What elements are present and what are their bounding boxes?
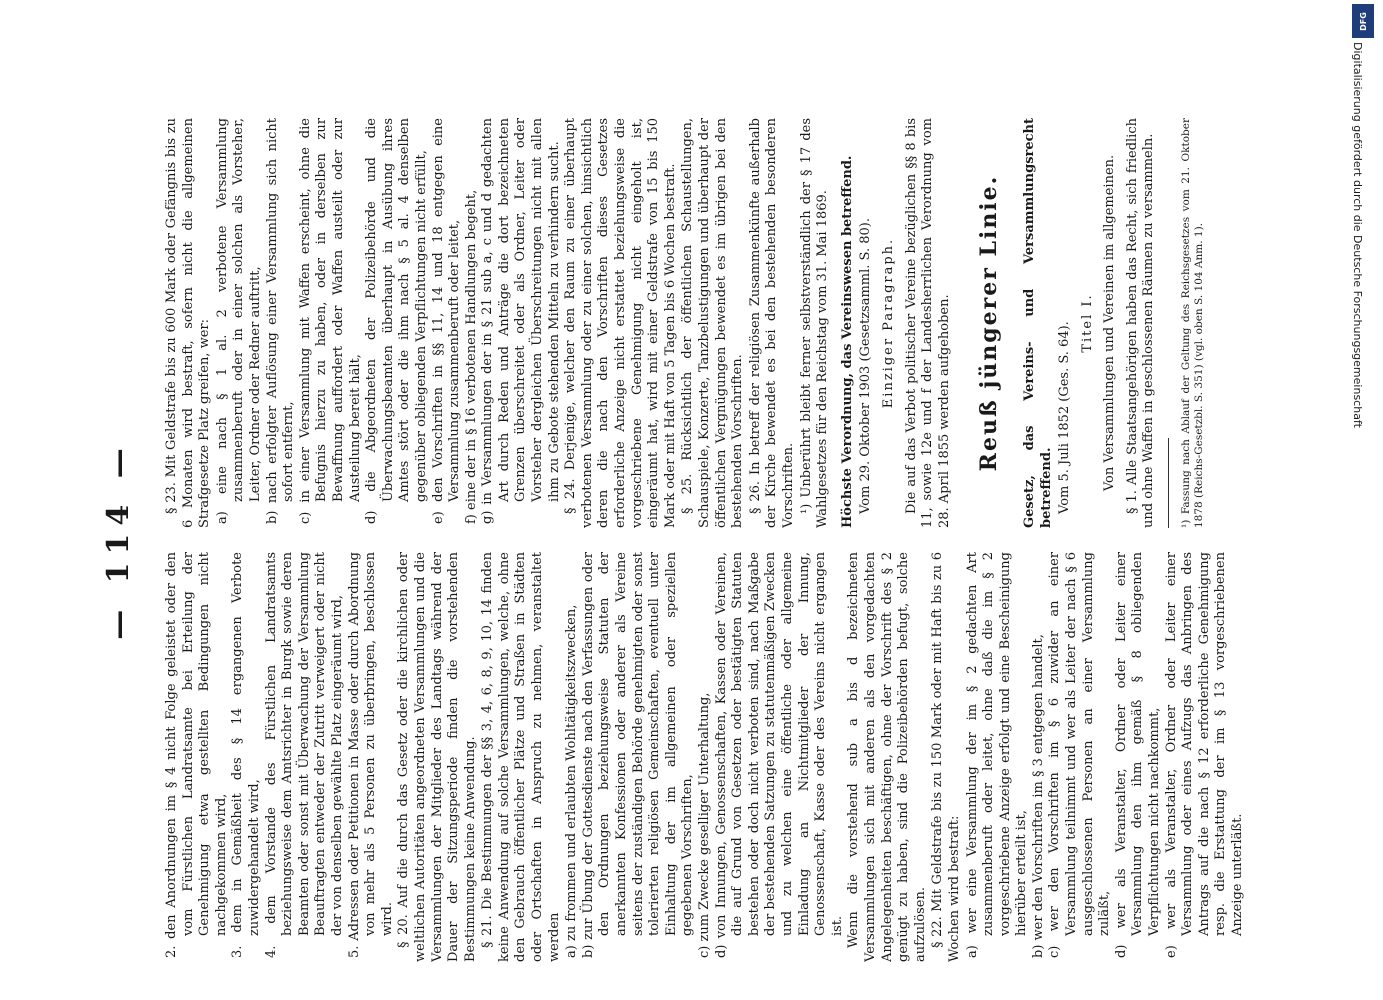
paragraph-20: § 20. Auf die durch das Gesetz oder die kirchlichen oder weltlichen Autoritäten angeordneten Versammlungen und die Versammlungen der Mitglieder des Landtags während der Dauer der Sitzungsperiode finden die vorstehenden Bestimmungen keine Anwendung. <box>396 552 478 962</box>
list-item: d) von Innungen, Genossenschaften, Kassen oder Vereinen, die auf Grund von Gesetzen oder bestätigten Statuten bestehen oder doch nicht verboten sind, nach Maßgabe der bestehenden Satzungen zu statutenmäßigen Zwecken und zu welchen eine öffentliche oder allgemeine Einladung an Nichtmitglieder der Innung, Genossenschaft, Kasse oder des Vereins nicht ergangen ist. <box>713 552 845 958</box>
list-item: a) zu frommen und erlaubten Wohltätigkeitszwecken, <box>564 604 580 958</box>
dfg-logo-icon: DFG <box>1352 4 1374 38</box>
list-item: d) wer als Veranstalter, Ordner oder Leiter einer Versammlung den ihm gemäß § 8 obliegenden Verpflichtungen nicht nachkommt, <box>1113 552 1163 958</box>
list-item: 5. Adressen oder Petitionen in Masse oder durch Abordnung von mehr als 5 Personen zu überbringen, beschlossen wird. <box>346 552 395 958</box>
right-column <box>164 118 1264 528</box>
paragraph-footnote-note: ¹) Unberührt bleibt ferner selbstverständlich der § 17 des Wahlgesetzes für den Reichstag vom 31. Mai 1869. <box>798 118 831 528</box>
list-item: 3. dem in Gemäßheit des § 14 ergangenen Verbote zuwidergehandelt wird, <box>230 552 262 958</box>
paragraph-22: § 22. Mit Geldstrafe bis zu 150 Mark oder mit Haft bis zu 6 Wochen wird bestraft: <box>930 552 962 962</box>
section-title: Reuß jüngerer Linie. <box>976 174 1003 472</box>
law-date: Vom 5. Juli 1852 (Ges. S. 64). <box>1057 321 1073 514</box>
law-heading: Gesetz, das Vereins- und Versammlungsrecht betreffend. <box>1021 118 1054 528</box>
page-number: — 114 — <box>101 440 136 640</box>
list-item: b) zur Übung der Gottesdienste nach den Verfassungen oder den Ordnungen beziehungsweise Statuten der anerkannten Konfessionen oder anderer als Vereine seitens der zuständigen Behörde genehmigten oder sonst tolerierten religiösen Gemeinschaften, eventuell unter Einhaltung der im allgemeinen oder speziellen gegebenen Vorschriften, <box>580 552 696 958</box>
title-1-subtitle: Von Versammlungen und Vereinen im allgemeinen. <box>1102 154 1118 492</box>
list-item: 4. dem Vorstande des Fürstlichen Landratsamts beziehungsweise dem Amtsrichter in Burgk sowie deren Beamten oder sonst mit Überwachung der Versammlung Beauftragten entweder der Zutritt verweigert oder nicht der von denselben gewählte Platz eingeräumt wird, <box>263 552 345 958</box>
list-item: c) wer den Vorschriften im § 6 zuwider an einer Versammlung teilnimmt und wer als Leiter der nach § 6 ausgeschlossenen Personen an einer Versammlung zuläßt, <box>1047 552 1113 958</box>
decree-single-paragraph: Einziger Paragraph. <box>880 237 896 409</box>
list-item: b) wer den Vorschriften im § 3 entgegen handelt, <box>1030 634 1046 958</box>
decree-heading: Höchste Verordnung, das Vereinswesen betreffend. <box>839 155 855 528</box>
paragraph-21: § 21. Die Bestimmungen der §§ 3, 4, 6, 8, 9, 10, 14 finden keine Anwendung auf solche Versammlungen, welche, ohne den Gebrauch öffentlicher Plätze und Straßen in Städten oder Ortschaften in Anspruch zu nehmen, veranstaltet werden <box>480 552 562 962</box>
list-item: e) wer als Veranstalter, Ordner oder Leiter einer Versammlung oder eines Aufzugs das Anbringen des Antrags auf die nach § 12 erforderliche Genehmigung resp. die Erstattung der im § 13 vorgeschriebenen Anzeige unterläßt. <box>1163 552 1245 958</box>
list-item: e) den Vorschriften in §§ 11, 14 und 18 entgegen eine Versammlung zusammenberuft oder leitet, <box>430 118 463 524</box>
rotated-page <box>84 100 1284 980</box>
list-item: b) nach erfolgter Auflösung einer Versammlung sich nicht sofort entfernt, <box>264 118 297 524</box>
paragraph-26: § 26. In betreff der religiösen Zusammenkünfte außerhalb der Kirche bewendet es bei den bestehenden besonderen Vorschriften. <box>747 118 796 528</box>
list-item: g) in Versammlungen der in § 21 sub a, c und d gedachten Art durch Reden und Anträge die dort bezeichneten Grenzen überschreitet oder als Ordner, Leiter oder Vorsteher dergleichen Überschreitungen nicht mit allen ihm zu Gebote stehenden Mitteln zu verhindern sucht. <box>480 118 562 524</box>
list-item: c) zum Zwecke geselliger Unterhaltung, <box>697 692 712 958</box>
list-item: f) eine der in § 16 verbotenen Handlungen begeht, <box>463 189 479 524</box>
sidebar <box>1346 0 1383 1000</box>
decree-date: Vom 29. Oktober 1903 (Gesetzsamml. S. 80). <box>858 218 874 514</box>
paragraph-25: § 25. Rücksichtlich der öffentlichen Schaustellungen, Schauspiele, Konzerte, Tanzbelustigungen und überhaupt der öffentlichen Vergnügungen bewendet es im übrigen bei den bestehenden Vorschriften. <box>680 118 746 528</box>
title-1: Titel I. <box>1079 293 1095 353</box>
footnote: ¹) Fassung nach Ablauf der Geltung des Reichsgesetzes vom 21. Oktober 1878 (Reichs-Gesetzbl. S. 351) (vgl. oben S. 104 Anm. 1). <box>1179 118 1205 528</box>
paragraph-1: § 1. Alle Staatsangehörigen haben das Recht, sich friedlich und ohne Waffen in geschlossenen Räumen zu versammeln. <box>1124 118 1157 528</box>
list-item: a) eine nach § 1 al. 2 verbotene Versammlung zusammenberuft oder in einer solchen als Vorsteher, Leiter, Ordner oder Redner auftritt, <box>214 118 263 524</box>
list-item: a) wer eine Versammlung der im § 2 gedachten Art zusammenberuft oder leitet, ohne daß die im § 2 vorgeschriebene Anzeige erfolgt und eine Bescheinigung hierüber erteilt ist, <box>964 552 1030 958</box>
decree-text: Die auf das Verbot politischer Vereine bezüglichen §§ 8 bis 11, sowie 12e und f der Landesherrlichen Verordnung vom 28. April 1855 werden aufgehoben. <box>903 118 952 528</box>
list-item: c) in einer Versammlung mit Waffen erscheint, ohne die Befugnis hierzu zu haben, oder in derselben zur Bewaffnung auffordert oder Waffen austeilt oder zur Austeilung bereit hält, <box>297 118 363 524</box>
funding-note: Digitalisierung gefördert durch die Deutsche Forschungsgemeinschaft <box>1351 42 1364 428</box>
paragraph-23: § 23. Mit Geldstrafe bis zu 600 Mark oder Gefängnis bis zu 6 Monaten wird bestraft, sofern nicht die allgemeinen Strafgesetze Platz greifen, wer: <box>164 118 213 528</box>
paragraph-24: § 24. Derjenige, welcher den Raum zu einer überhaupt verbotenen Versammlung oder zu einer solchen, hinsichtlich deren die nach den Vorschriften dieses Gesetzes erforderliche Anzeige nicht erstattet beziehungsweise die vorgeschriebene Genehmigung nicht eingeholt ist, eingeräumt hat, wird mit einer Geldstrafe von 15 bis 150 Mark oder mit Haft von 5 Tagen bis 6 Wochen bestraft. <box>563 118 678 528</box>
paragraph-21b: Wenn die vorstehend sub a bis d bezeichneten Versammlungen sich mit anderen als den vorgedachten Angelegenheiten beschäftigen, ohne der Vorschrift des § 2 genügt zu haben, sind die Polizeibehörden befugt, solche aufzulösen. <box>846 552 928 962</box>
list-item: 2. den Anordnungen im § 4 nicht Folge geleistet oder den vom Fürstlichen Landratsamte bei Erteilung der Genehmigung etwa gestellten Bedingungen nicht nachgekommen wird, <box>164 552 229 958</box>
footnote-rule <box>1168 438 1169 528</box>
left-column <box>164 552 1264 962</box>
list-item: d) die Abgeordneten der Polizeibehörde und die Überwachungsbeamten überhaupt in Ausübung ihres Amtes stört oder die ihm nach § 5 al. 4 denselben gegenüber obliegenden Verpflichtungen nicht erfüllt, <box>364 118 429 524</box>
